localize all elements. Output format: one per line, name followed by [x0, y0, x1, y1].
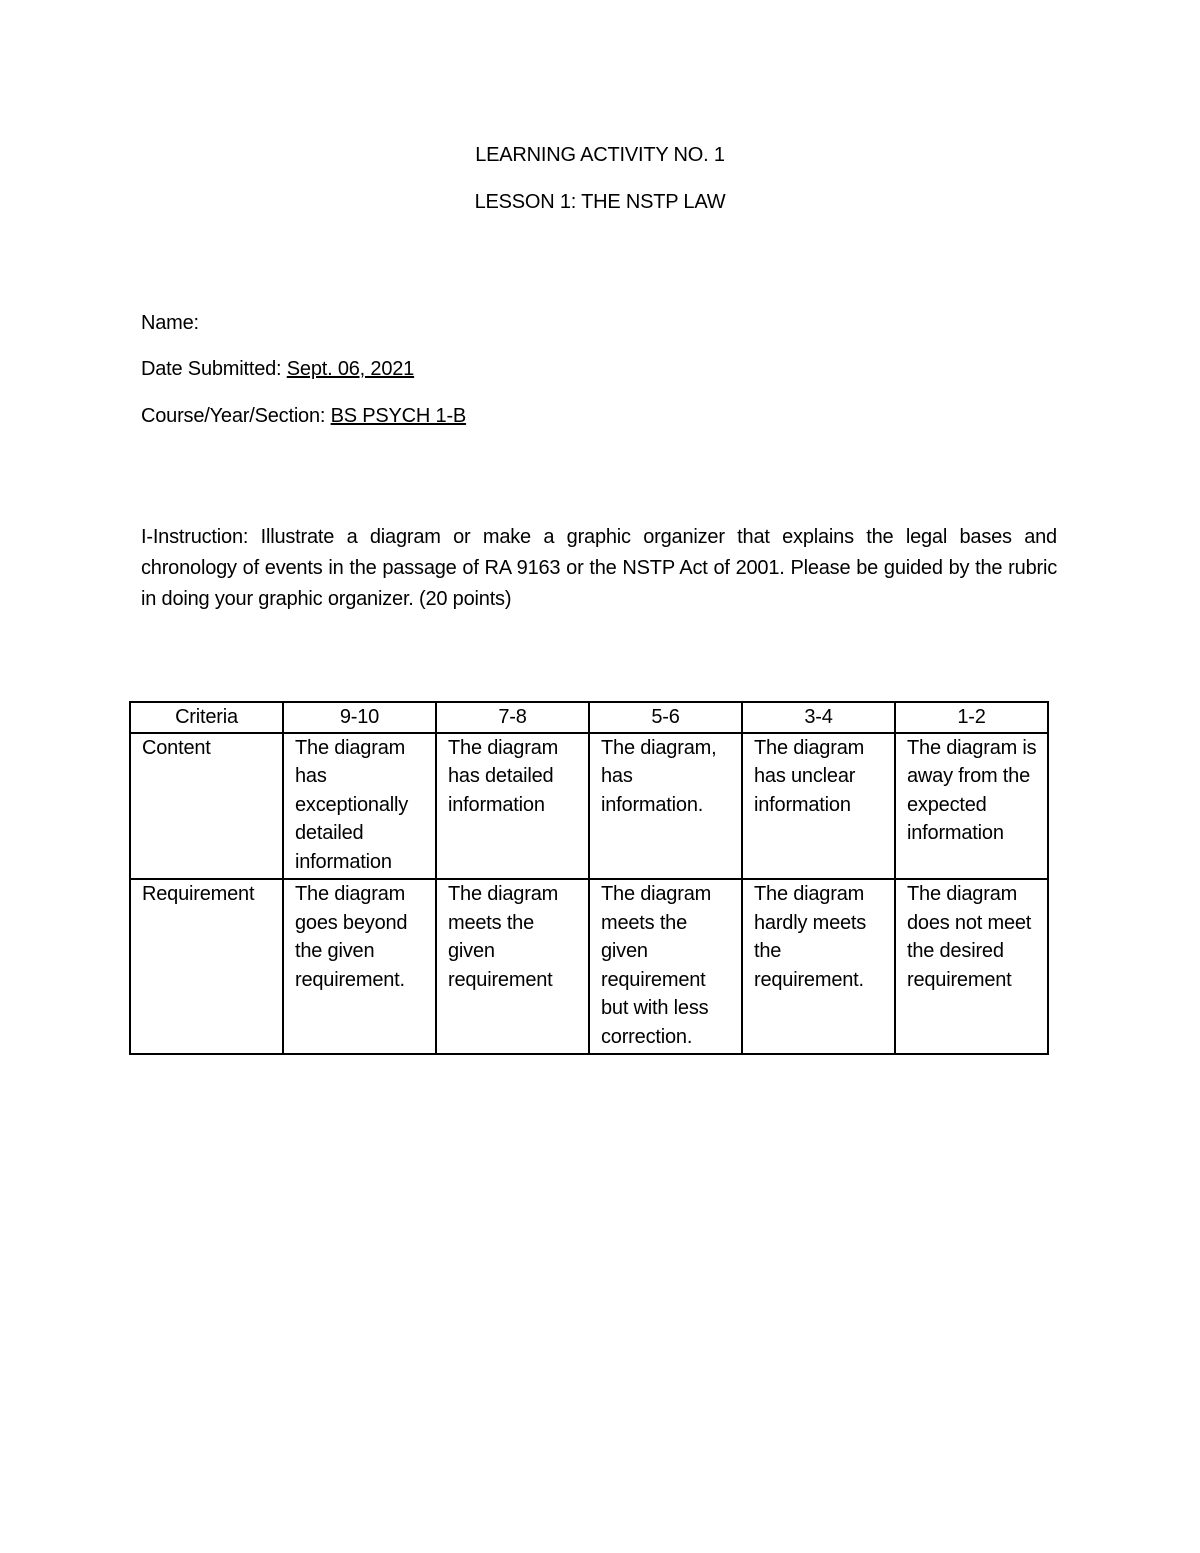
rubric-table: [129, 701, 1049, 1055]
date-submitted-label: Date Submitted:: [141, 358, 282, 380]
lesson-title: LESSON 1: THE NSTP LAW: [474, 191, 726, 213]
document-title: LEARNING ACTIVITY NO. 1: [475, 144, 725, 166]
rubric-header-criteria: Criteria: [130, 702, 283, 733]
instruction-paragraph: I-Instruction: Illustrate a diagram or make a graphic organizer that explains the legal bases and chronology of events in the passage of RA 9163 or the NSTP Act of 2001. Please be guided by the rubric in doing your graphic organizer. (20 points): [141, 526, 1057, 610]
rubric-criterion-cell: Content: [130, 733, 283, 880]
rubric-header-row: [130, 702, 1048, 733]
date-submitted-value: Sept. 06, 2021: [286, 358, 415, 380]
rubric-cell: The diagram has exceptionally detailed information: [283, 733, 436, 880]
rubric-cell: The diagram has detailed information: [436, 733, 589, 880]
rubric-header-score: 3-4: [742, 702, 895, 733]
course-year-section-value: BS PSYCH 1-B: [330, 405, 467, 427]
rubric-criterion-cell: Requirement: [130, 879, 283, 1054]
rubric-cell: The diagram goes beyond the given requirement.: [283, 879, 436, 1054]
rubric-row-requirement: [130, 879, 1048, 1054]
course-year-section-field: [141, 405, 466, 428]
rubric-cell: The diagram meets the given requirement but with less correction.: [589, 879, 742, 1054]
rubric-cell: The diagram meets the given requirement: [436, 879, 589, 1054]
name-label: Name:: [141, 312, 199, 334]
date-submitted-field: [141, 358, 414, 381]
rubric-cell: The diagram has unclear information: [742, 733, 895, 880]
rubric-cell: The diagram does not meet the desired requirement: [895, 879, 1048, 1054]
rubric-header-score: 1-2: [895, 702, 1048, 733]
rubric-row-content: [130, 733, 1048, 880]
course-year-section-label: Course/Year/Section:: [141, 405, 326, 427]
rubric-header-score: 5-6: [589, 702, 742, 733]
name-field: [141, 312, 199, 335]
rubric-cell: The diagram, has information.: [589, 733, 742, 880]
rubric-header-score: 9-10: [283, 702, 436, 733]
rubric-cell: The diagram is away from the expected information: [895, 733, 1048, 880]
rubric-header-score: 7-8: [436, 702, 589, 733]
rubric-cell: The diagram hardly meets the requirement.: [742, 879, 895, 1054]
